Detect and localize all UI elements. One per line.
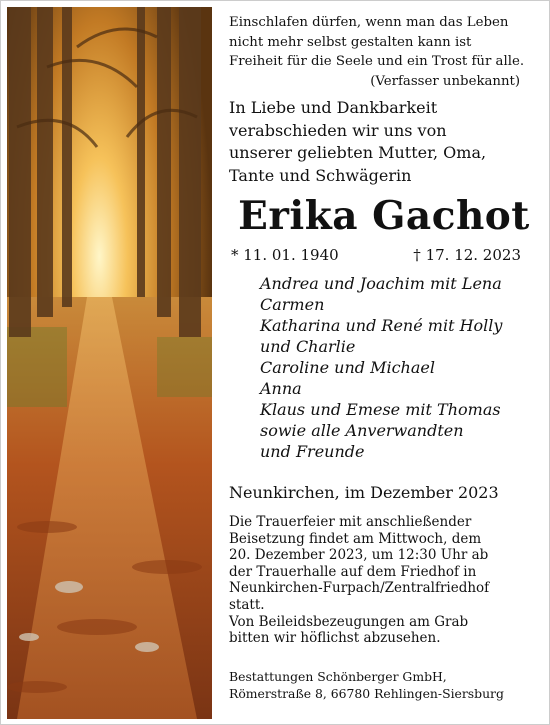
- service-line: Neunkirchen-Furpach/Zentralfriedhof: [229, 580, 490, 597]
- quote-author: (Verfasser unbekannt): [370, 73, 521, 89]
- quote: [229, 13, 524, 91]
- mourner-line: Klaus und Emese mit Thomas: [260, 400, 501, 419]
- mourner-line: und Freunde: [260, 442, 365, 461]
- deceased-name: Erika Gachot: [238, 193, 530, 239]
- death-date: † 17. 12. 2023: [413, 246, 521, 264]
- funeral-home-line: Römerstraße 8, 66780 Rehlingen-Siersburg: [229, 686, 504, 701]
- mourner-line: sowie alle Anverwandten: [260, 421, 464, 440]
- intro-line: verabschieden wir uns von: [229, 120, 447, 140]
- mourner-line: Carmen: [260, 295, 325, 314]
- service-line: statt.: [229, 596, 265, 613]
- quote-line: nicht mehr selbst gestalten kann ist: [229, 34, 472, 50]
- intro-text: [229, 97, 486, 187]
- mourners-list: [260, 273, 502, 462]
- mourner-line: Caroline und Michael: [260, 358, 435, 377]
- mourner-line: und Charlie: [260, 337, 356, 356]
- mourner-line: Katharina und René mit Holly: [260, 316, 503, 335]
- funeral-service-info: [229, 514, 489, 647]
- intro-line: Tante und Schwägerin: [229, 165, 412, 185]
- intro-line: unserer geliebten Mutter, Oma,: [229, 143, 487, 162]
- service-line: bitten wir höflichst abzusehen.: [229, 630, 441, 647]
- mourner-line: Andrea und Joachim mit Lena: [260, 274, 502, 293]
- quote-line: Freiheit für die Seele und ein Trost für alle.: [229, 54, 525, 69]
- service-line: Die Trauerfeier mit anschließender: [229, 514, 472, 530]
- service-line: Von Beileidsbezeugungen am Grab: [229, 613, 469, 630]
- service-line: Beisetzung findet am Mittwoch, dem: [229, 530, 482, 547]
- birth-date: * 11. 01. 1940: [231, 246, 339, 264]
- mourner-line: Anna: [260, 379, 302, 398]
- intro-line: In Liebe und Dankbarkeit: [229, 98, 438, 117]
- place-and-date: Neunkirchen, im Dezember 2023: [229, 483, 499, 502]
- quote-line: Einschlafen dürfen, wenn man das Leben: [229, 15, 509, 30]
- funeral-home-line: Bestattungen Schönberger GmbH,: [229, 669, 447, 684]
- service-line: 20. Dezember 2023, um 12:30 Uhr ab: [229, 547, 489, 564]
- autumn-forest-path-photo: [7, 7, 212, 719]
- funeral-home: [229, 668, 504, 702]
- service-line: der Trauerhalle auf dem Friedhof in: [229, 563, 477, 580]
